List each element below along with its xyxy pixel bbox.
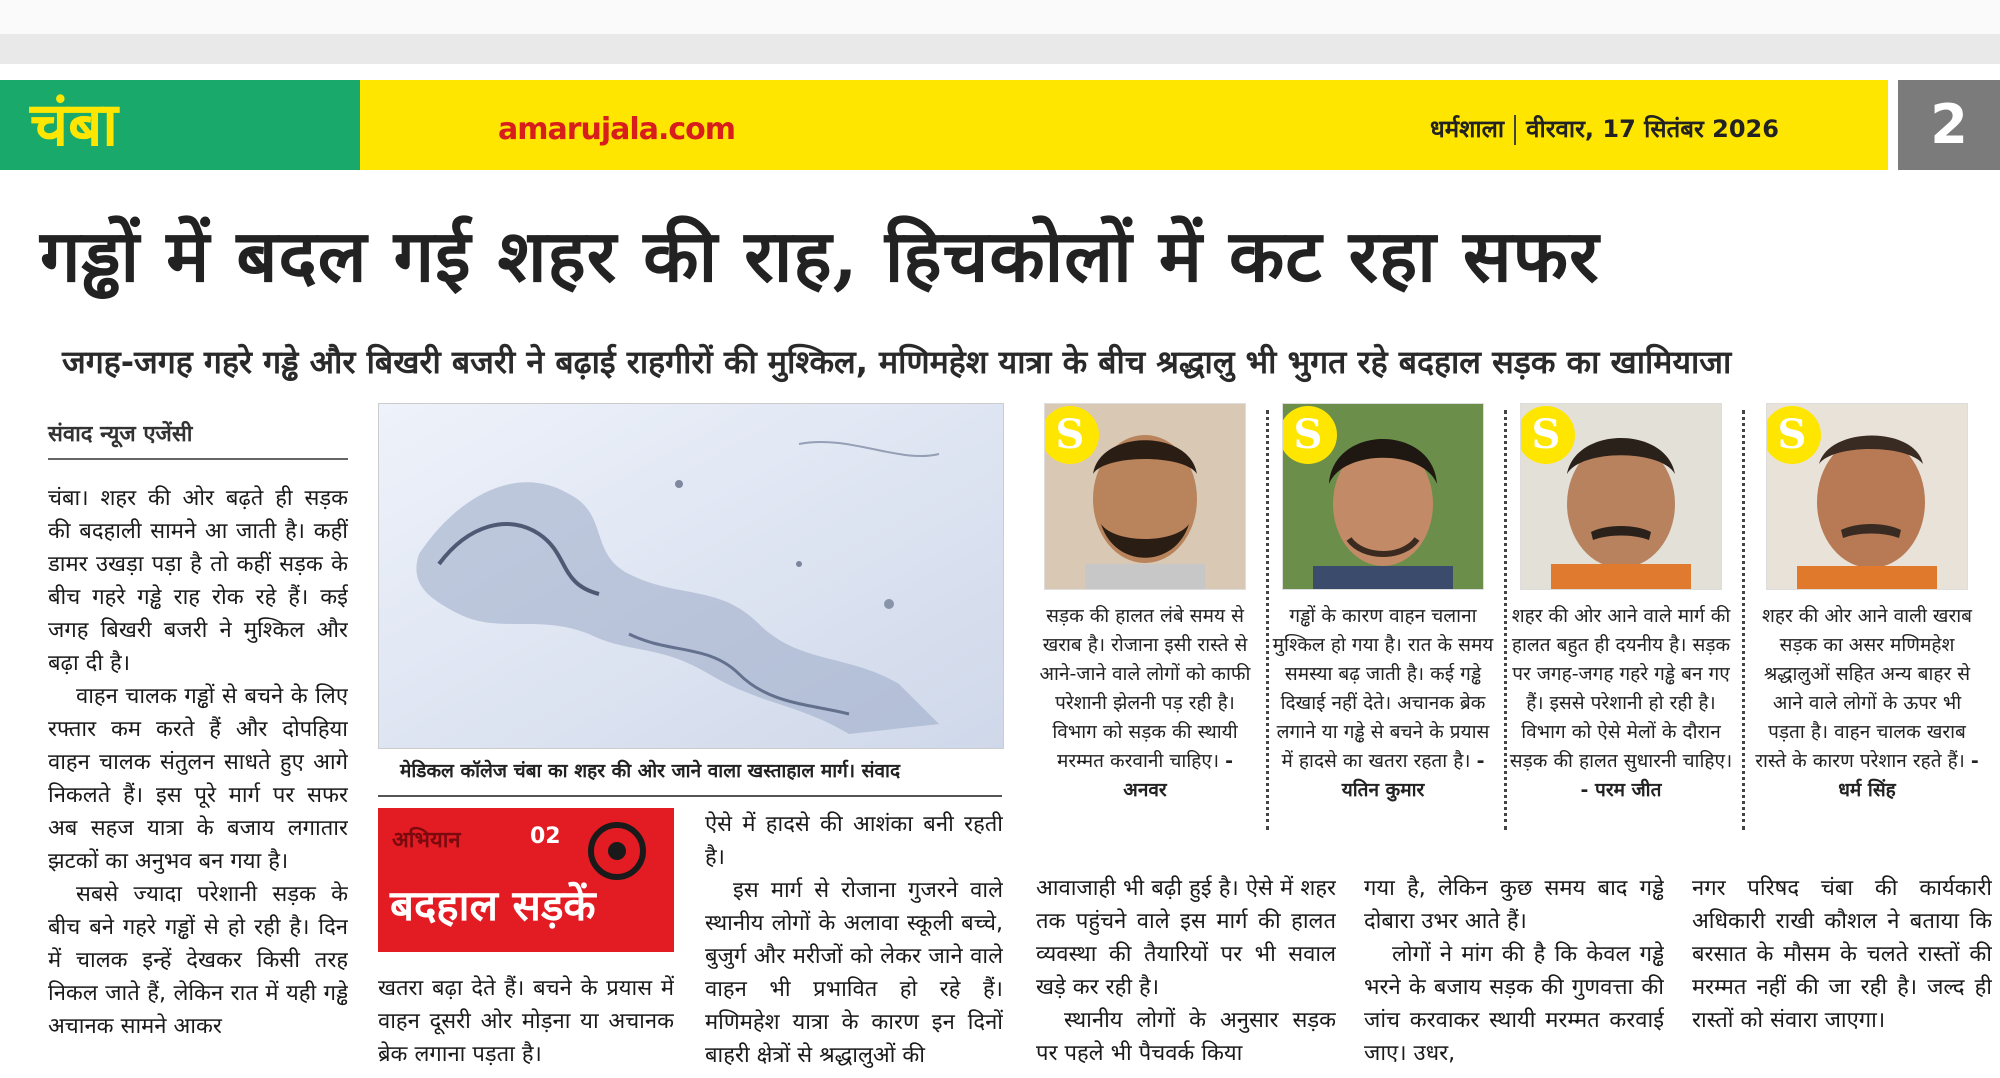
paragraph: स्थानीय लोगों के अनुसार सड़क पर पहले भी पैचवर्क किया <box>1036 1008 1336 1066</box>
paragraph: इस मार्ग से रोजाना गुजरने वाले स्थानीय लोगों के अलावा स्कूली बच्चे, बुजुर्ग और मरीजों को लेकर जाने वाले वाहन भी प्रभावित हो रहे हैं। मणिमहेश यात्रा के कारण इन दिनों बाहरी क्षेत्रों से श्रद्धालुओं की <box>705 878 1003 1068</box>
quote-text <box>1270 602 1496 805</box>
paragraph: सबसे ज्यादा परेशानी सड़क के बीच बने गहरे गड्ढों से हो रही है। दिन में चालक इन्हें देखकर किसी तरह निकल जाते हैं, लेकिन रात में यही गड्ढे अचानक सामने आकर <box>48 882 348 1039</box>
person-name: - यतिन कुमार <box>1341 750 1485 801</box>
caption-rule <box>378 795 1002 797</box>
quote-body: गड्ढों के कारण वाहन चलाना मुश्किल हो गया है। रात के समय समस्या बढ़ जाती है। कई गड्ढे दिखाई नहीं देते। अचानक ब्रेक लगाने या गड्ढे से बचने के प्रयास में हादसे का खतरा रहता है। <box>1272 605 1494 772</box>
person-photo <box>1520 403 1722 590</box>
paragraph: खतरा बढ़ा देते हैं। बचने के प्रयास में वाहन दूसरी ओर मोड़ना या अचानक ब्रेक लगाना पड़ता है। <box>378 976 674 1067</box>
column-divider <box>1742 410 1745 830</box>
quote-text <box>1032 602 1258 805</box>
location-label: धर्मशाला <box>1430 115 1505 143</box>
quote-body: शहर की ओर आने वाली खराब सड़क का असर मणिमहेश श्रद्धालुओं सहित अन्य बाहर से आने वाले लोगों के ऊपर भी पड़ता है। वाहन चालक खराब रास्ते के कारण परेशान रहते हैं। <box>1755 605 1973 772</box>
s-badge-icon: S <box>1766 406 1821 464</box>
site-logo: amarujala.com <box>498 112 736 147</box>
top-strip <box>0 0 2000 34</box>
quote-body: सड़क की हालत लंबे समय से खराब है। रोजाना इसी रास्ते से आने-जाने वाले लोगों को काफी परेशानी झेलनी पड़ रही है। विभाग को सड़क की स्थायी मरम्मत करवानी चाहिए। <box>1039 605 1251 772</box>
article-column-5 <box>1692 872 1992 1078</box>
paragraph: आवाजाही भी बढ़ी हुई है। ऐसे में शहर तक पहुंचने वाले इस मार्ग की हालत व्यवस्था की तैयारियों पर भी सवाल खड़े कर रही है। <box>1036 876 1336 1000</box>
person-photo <box>1282 403 1484 590</box>
city-label: चंबा <box>0 80 360 170</box>
article-column-1 <box>48 482 348 1078</box>
person-name: - परम जीत <box>1580 779 1662 801</box>
article-column-4 <box>1364 872 1664 1078</box>
byline: संवाद न्यूज एजेंसी <box>48 422 193 447</box>
dateline-divider <box>1514 115 1516 145</box>
campaign-tag: अभियान <box>392 824 461 854</box>
article-column-3 <box>1036 872 1336 1078</box>
paragraph: वाहन चालक गड्ढों से बचने के लिए रफ्तार कम करते हैं और दोपहिया वाहन चालक संतुलन साधते हुए आगे निकलते हैं। इस पूरे मार्ग पर सफर अब सहज यात्रा के बजाय लगातार झटकों का अनुभव बन गया है। <box>48 684 348 874</box>
quote-text <box>1754 602 1980 805</box>
road-photo <box>378 403 1004 749</box>
column-divider <box>1504 410 1507 830</box>
paragraph: चंबा। शहर की ओर बढ़ते ही सड़क की बदहाली सामने आ जाती है। कहीं डामर उखड़ा पड़ा है तो कहीं सड़क के बीच गहरे गड्ढे राह रोक रहे हैं। कई जगह बिखरी बजरी ने मुश्किल और बढ़ा दी है। <box>48 486 348 676</box>
person-name: - अनवर <box>1123 750 1234 801</box>
quote-text <box>1508 602 1734 805</box>
damaged-road-image <box>379 404 1003 748</box>
headline: गड्ढों में बदल गई शहर की राह, हिचकोलों में कट रहा सफर <box>40 213 1600 298</box>
photo-caption: मेडिकल कॉलेज चंबा का शहर की ओर जाने वाला खस्ताहाल मार्ग। संवाद <box>400 760 901 782</box>
wheel-icon <box>588 822 646 880</box>
article-column-2b <box>705 808 1003 1078</box>
person-quote-3 <box>1508 403 1734 805</box>
paragraph: नगर परिषद चंबा की कार्यकारी अधिकारी राखी कौशल ने बताया कि बरसात के मौसम के चलते रास्तों की मरम्मत नहीं की जा रही है। जल्द ही रास्तों को संवारा जाएगा। <box>1692 876 1992 1033</box>
byline-rule <box>48 458 348 460</box>
date-label: वीरवार, 17 सितंबर 2026 <box>1526 115 1779 143</box>
person-quote-2 <box>1270 403 1496 805</box>
person-quote-4 <box>1754 403 1980 805</box>
dateline <box>1430 112 1779 145</box>
person-name: - धर्म सिंह <box>1838 750 1979 801</box>
top-gray-band <box>0 34 2000 64</box>
s-badge-icon: S <box>1282 406 1337 464</box>
column-divider <box>1266 410 1269 830</box>
paragraph: गया है, लेकिन कुछ समय बाद गड्ढे दोबारा उभर आते हैं। <box>1364 876 1664 934</box>
s-badge-icon: S <box>1520 406 1575 464</box>
person-photo <box>1766 403 1968 590</box>
paragraph: लोगों ने मांग की है कि केवल गड्ढे भरने के बजाय सड़क की गुणवत्ता की जांच करवाकर स्थायी मरम्मत करवाई जाए। उधर, <box>1364 942 1664 1066</box>
article-column-2a <box>378 972 674 1078</box>
s-badge-icon: S <box>1044 406 1099 464</box>
campaign-number: 02 <box>530 824 561 849</box>
person-quote-1 <box>1032 403 1258 805</box>
quote-body: शहर की ओर आने वाले मार्ग की हालत बहुत ही दयनीय है। सड़क पर जगह-जगह गहरे गड्ढे बन गए हैं। इससे परेशानी हो रही है। विभाग को ऐसे मेलों के दौरान सड़क की हालत सुधारनी चाहिए। <box>1509 605 1733 772</box>
subheadline: जगह-जगह गहरे गड्ढे और बिखरी बजरी ने बढ़ाई राहगीरों की मुश्किल, मणिमहेश यात्रा के बीच श्रद्धालु भी भुगत रहे बदहाल सड़क का खामियाजा <box>62 343 1732 381</box>
paragraph: ऐसे में हादसे की आशंका बनी रहती है। <box>705 812 1003 870</box>
campaign-box <box>378 808 674 952</box>
campaign-title: बदहाल सड़कें <box>390 881 596 930</box>
person-photo <box>1044 403 1246 590</box>
page-number: 2 <box>1898 80 2000 170</box>
